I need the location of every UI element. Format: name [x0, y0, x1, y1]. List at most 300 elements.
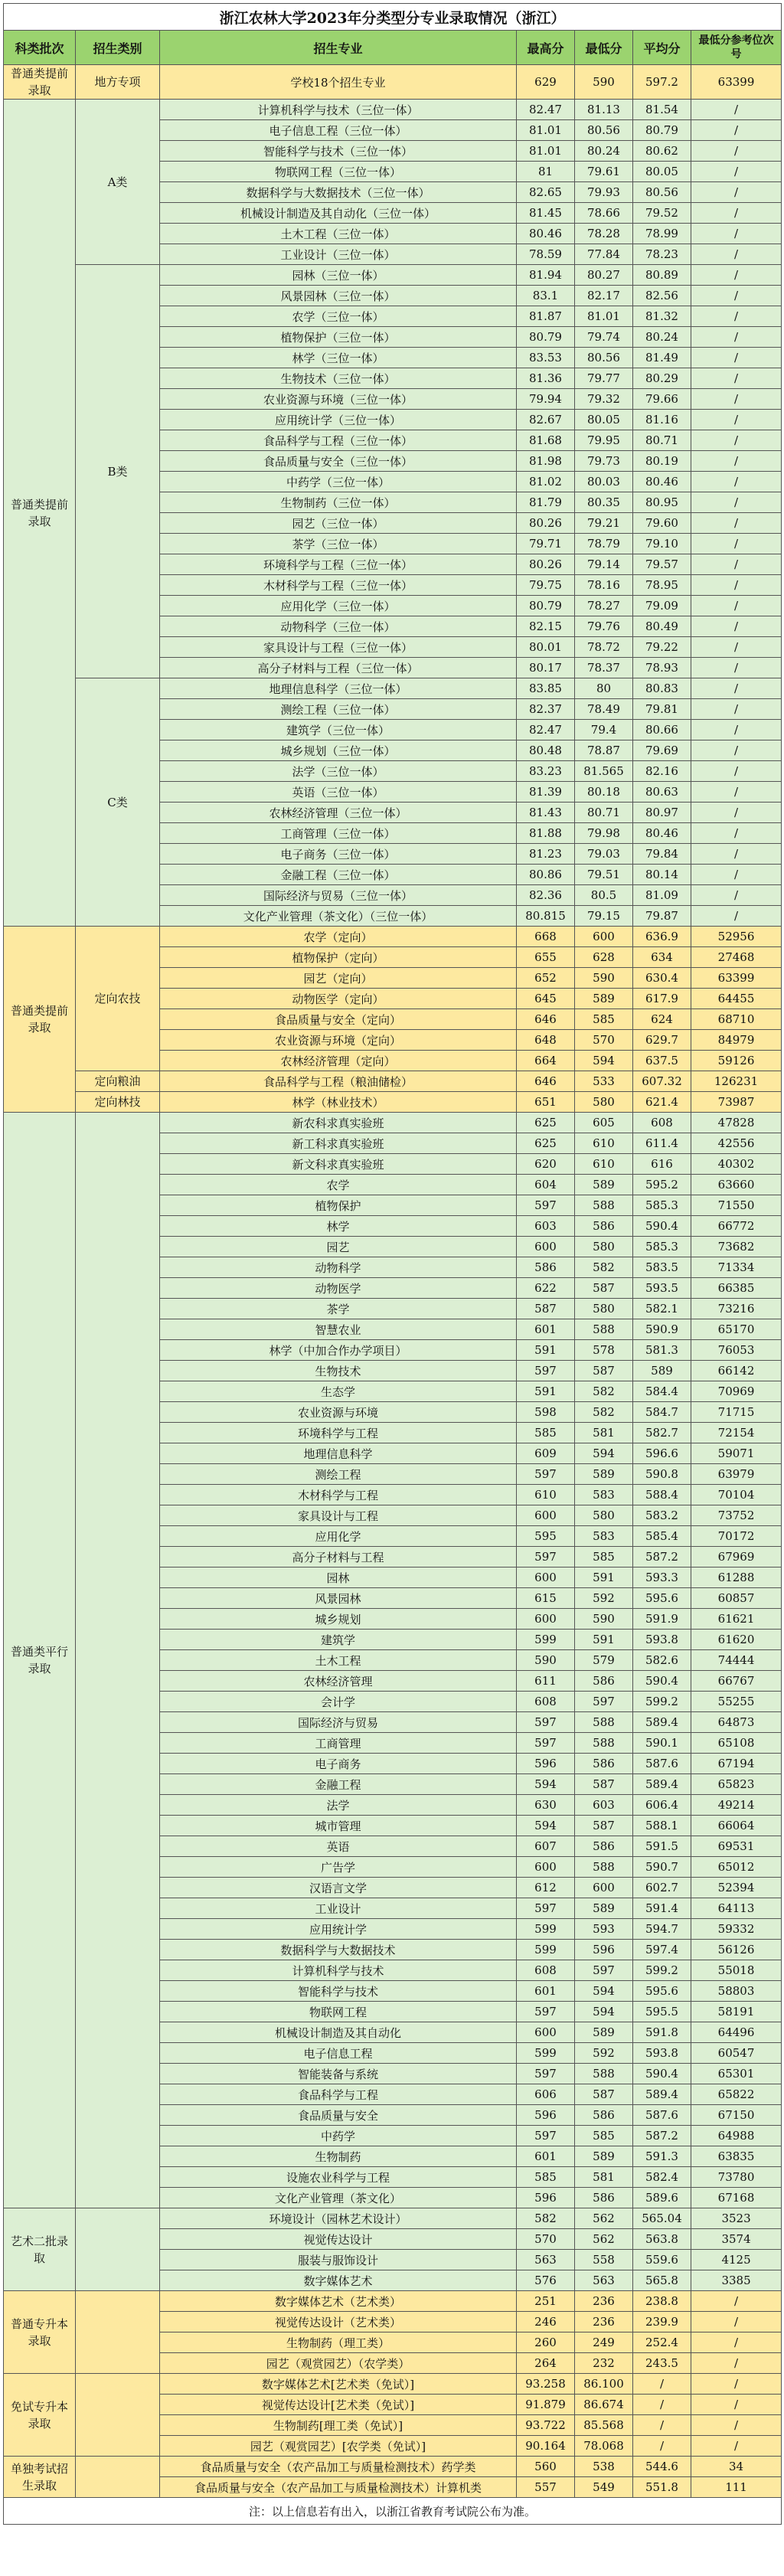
avg-score-cell: 80.79	[633, 120, 691, 141]
major-cell: 环境设计（园林艺术设计）	[160, 2208, 517, 2229]
min-score-cell: 587	[575, 1361, 633, 1381]
avg-score-cell: 551.8	[633, 2477, 691, 2498]
min-score-cell: 589	[575, 1464, 633, 1485]
avg-score-cell: 585.4	[633, 1526, 691, 1547]
max-score-cell: 664	[517, 1051, 575, 1071]
avg-score-cell: 80.71	[633, 430, 691, 451]
max-score-cell: 80.26	[517, 513, 575, 534]
max-score-cell: 652	[517, 968, 575, 989]
rank-cell: /	[691, 2353, 782, 2374]
major-cell: 园林（三位一体）	[160, 265, 517, 286]
rank-cell: 73682	[691, 1237, 782, 1257]
major-cell: 金融工程	[160, 1774, 517, 1795]
avg-score-cell: 593.3	[633, 1568, 691, 1588]
min-score-cell: 589	[575, 1898, 633, 1919]
avg-score-cell: 80.97	[633, 803, 691, 823]
rank-cell: 64496	[691, 2022, 782, 2043]
major-cell: 英语（三位一体）	[160, 782, 517, 803]
max-score-cell: 260	[517, 2332, 575, 2353]
table-row	[4, 678, 782, 699]
min-score-cell: 86.100	[575, 2374, 633, 2395]
min-score-cell: 580	[575, 1092, 633, 1113]
min-score-cell: 533	[575, 1071, 633, 1092]
avg-score-cell: 616	[633, 1154, 691, 1175]
avg-score-cell: 599.2	[633, 1960, 691, 1981]
max-score-cell: 80.79	[517, 596, 575, 616]
major-cell: 土木工程	[160, 1650, 517, 1671]
category-cell	[76, 2208, 160, 2291]
max-score-cell: 81.68	[517, 430, 575, 451]
major-cell: 数字媒体艺术	[160, 2270, 517, 2291]
major-cell: 物联网工程	[160, 2002, 517, 2022]
rank-cell: 55018	[691, 1960, 782, 1981]
avg-score-cell: 583.2	[633, 1505, 691, 1526]
max-score-cell: 81.87	[517, 306, 575, 327]
table-row	[4, 2291, 782, 2312]
category-cell	[76, 2374, 160, 2457]
min-score-cell: 591	[575, 1568, 633, 1588]
avg-score-cell: 559.6	[633, 2250, 691, 2270]
max-score-cell: 591	[517, 1340, 575, 1361]
avg-score-cell: 595.2	[633, 1175, 691, 1195]
min-score-cell: 587	[575, 2084, 633, 2105]
max-score-cell: 82.36	[517, 885, 575, 906]
category-cell	[76, 2457, 160, 2498]
rank-cell: 66385	[691, 1278, 782, 1299]
major-cell: 食品科学与工程（三位一体）	[160, 430, 517, 451]
rank-cell: 65823	[691, 1774, 782, 1795]
rank-cell: /	[691, 203, 782, 224]
major-cell: 园林	[160, 1568, 517, 1588]
max-score-cell: 82.67	[517, 410, 575, 430]
max-score-cell: 598	[517, 1402, 575, 1423]
major-cell: 生态学	[160, 1381, 517, 1402]
min-score-cell: 80.18	[575, 782, 633, 803]
avg-score-cell: /	[633, 2374, 691, 2395]
avg-score-cell: 589.6	[633, 2188, 691, 2208]
min-score-cell: 79.14	[575, 554, 633, 575]
avg-score-cell: 565.04	[633, 2208, 691, 2229]
rank-cell: 63399	[691, 968, 782, 989]
avg-score-cell: /	[633, 2395, 691, 2415]
major-cell: 会计学	[160, 1692, 517, 1712]
major-cell: 高分子材料与工程	[160, 1547, 517, 1568]
max-score-cell: 668	[517, 927, 575, 947]
header-min: 最低分	[575, 31, 633, 65]
max-score-cell: 80.17	[517, 658, 575, 678]
rank-cell: /	[691, 244, 782, 265]
rank-cell: /	[691, 286, 782, 306]
avg-score-cell: 590.1	[633, 1733, 691, 1754]
rank-cell: 4125	[691, 2250, 782, 2270]
avg-score-cell: 78.93	[633, 658, 691, 678]
rank-cell: /	[691, 265, 782, 286]
min-score-cell: 80.56	[575, 120, 633, 141]
rank-cell: /	[691, 803, 782, 823]
max-score-cell: 597	[517, 1733, 575, 1754]
max-score-cell: 91.879	[517, 2395, 575, 2415]
major-cell: 农业资源与环境（定向）	[160, 1030, 517, 1051]
major-cell: 家具设计与工程（三位一体）	[160, 637, 517, 658]
max-score-cell: 82.65	[517, 182, 575, 203]
max-score-cell: 620	[517, 1154, 575, 1175]
rank-cell: /	[691, 2332, 782, 2353]
avg-score-cell: 80.89	[633, 265, 691, 286]
table-row	[4, 2208, 782, 2229]
min-score-cell: 597	[575, 1692, 633, 1712]
major-cell: 生物制药[理工类（免试）]	[160, 2415, 517, 2436]
min-score-cell: 79.95	[575, 430, 633, 451]
min-score-cell: 580	[575, 1299, 633, 1319]
rank-cell: /	[691, 327, 782, 348]
avg-score-cell: 589.4	[633, 2084, 691, 2105]
avg-score-cell: 591.3	[633, 2146, 691, 2167]
max-score-cell: 82.37	[517, 699, 575, 720]
max-score-cell: 79.94	[517, 389, 575, 410]
min-score-cell: 80	[575, 678, 633, 699]
avg-score-cell: 78.95	[633, 575, 691, 596]
min-score-cell: 79.98	[575, 823, 633, 844]
avg-score-cell: 79.10	[633, 534, 691, 554]
rank-cell: /	[691, 513, 782, 534]
major-cell: 食品科学与工程（粮油储检）	[160, 1071, 517, 1092]
avg-score-cell: 238.8	[633, 2291, 691, 2312]
min-score-cell: 597	[575, 1960, 633, 1981]
max-score-cell: 81.79	[517, 492, 575, 513]
major-cell: 数据科学与大数据技术（三位一体）	[160, 182, 517, 203]
avg-score-cell: 595.6	[633, 1981, 691, 2002]
header-avg: 平均分	[633, 31, 691, 65]
rank-cell: /	[691, 823, 782, 844]
max-score-cell: 585	[517, 1423, 575, 1443]
rank-cell: 70172	[691, 1526, 782, 1547]
avg-score-cell: 584.7	[633, 1402, 691, 1423]
major-cell: 动物科学（三位一体）	[160, 616, 517, 637]
min-score-cell: 80.71	[575, 803, 633, 823]
min-score-cell: 587	[575, 1774, 633, 1795]
table-row	[4, 1071, 782, 1092]
rank-cell: 59332	[691, 1919, 782, 1940]
max-score-cell: 80.01	[517, 637, 575, 658]
footnote: 注：以上信息若有出入，以浙江省教育考试院公布为准。	[4, 2498, 782, 2525]
max-score-cell: 625	[517, 1113, 575, 1133]
min-score-cell: 579	[575, 1650, 633, 1671]
max-score-cell: 81.01	[517, 141, 575, 162]
min-score-cell: 605	[575, 1113, 633, 1133]
major-cell: 地理信息科学（三位一体）	[160, 678, 517, 699]
max-score-cell: 81.02	[517, 472, 575, 492]
max-score-cell: 622	[517, 1278, 575, 1299]
table-row	[4, 1092, 782, 1113]
min-score-cell: 80.05	[575, 410, 633, 430]
min-score-cell: 588	[575, 1195, 633, 1216]
rank-cell: /	[691, 2312, 782, 2332]
max-score-cell: 601	[517, 1981, 575, 2002]
min-score-cell: 85.568	[575, 2415, 633, 2436]
min-score-cell: 81.01	[575, 306, 633, 327]
rank-cell: /	[691, 678, 782, 699]
rank-cell: /	[691, 100, 782, 120]
avg-score-cell: 80.62	[633, 141, 691, 162]
avg-score-cell: 79.69	[633, 740, 691, 761]
max-score-cell: 83.53	[517, 348, 575, 368]
rank-cell: 27468	[691, 947, 782, 968]
min-score-cell: 586	[575, 1216, 633, 1237]
min-score-cell: 588	[575, 1733, 633, 1754]
major-cell: 工商管理	[160, 1733, 517, 1754]
rank-cell: 64873	[691, 1712, 782, 1733]
major-cell: 中药学	[160, 2126, 517, 2146]
rank-cell: 69531	[691, 1836, 782, 1857]
major-cell: 设施农业科学与工程	[160, 2167, 517, 2188]
batch-cell: 艺术二批录取	[4, 2208, 76, 2291]
table-row	[4, 1113, 782, 1133]
category-cell	[76, 2291, 160, 2374]
min-score-cell: 79.21	[575, 513, 633, 534]
rank-cell: 60857	[691, 1588, 782, 1609]
rank-cell: 55255	[691, 1692, 782, 1712]
avg-score-cell: 590.7	[633, 1857, 691, 1878]
avg-score-cell: 80.49	[633, 616, 691, 637]
major-cell: 农林经济管理（定向）	[160, 1051, 517, 1071]
major-cell: 食品质量与安全（定向）	[160, 1009, 517, 1030]
avg-score-cell: 590.9	[633, 1319, 691, 1340]
max-score-cell: 600	[517, 1237, 575, 1257]
rank-cell: 64455	[691, 989, 782, 1009]
major-cell: 园艺（三位一体）	[160, 513, 517, 534]
avg-score-cell: 81.16	[633, 410, 691, 430]
avg-score-cell: 79.66	[633, 389, 691, 410]
min-score-cell: 80.5	[575, 885, 633, 906]
avg-score-cell: /	[633, 2415, 691, 2436]
min-score-cell: 80.24	[575, 141, 633, 162]
major-cell: 植物保护（定向）	[160, 947, 517, 968]
min-score-cell: 589	[575, 2146, 633, 2167]
avg-score-cell: 585.3	[633, 1237, 691, 1257]
rank-cell: 65301	[691, 2064, 782, 2084]
max-score-cell: 625	[517, 1133, 575, 1154]
major-cell: 新工科求真实验班	[160, 1133, 517, 1154]
max-score-cell: 80.48	[517, 740, 575, 761]
major-cell: 数据科学与大数据技术	[160, 1940, 517, 1960]
avg-score-cell: 80.63	[633, 782, 691, 803]
major-cell: 林学	[160, 1216, 517, 1237]
max-score-cell: 80.46	[517, 224, 575, 244]
rank-cell: 73752	[691, 1505, 782, 1526]
min-score-cell: 80.03	[575, 472, 633, 492]
max-score-cell: 596	[517, 2188, 575, 2208]
rank-cell: 84979	[691, 1030, 782, 1051]
avg-score-cell: 80.14	[633, 865, 691, 885]
min-score-cell: 588	[575, 1712, 633, 1733]
max-score-cell: 82.47	[517, 100, 575, 120]
rank-cell: /	[691, 162, 782, 182]
avg-score-cell: 81.32	[633, 306, 691, 327]
max-score-cell: 646	[517, 1009, 575, 1030]
min-score-cell: 78.79	[575, 534, 633, 554]
min-score-cell: 610	[575, 1133, 633, 1154]
min-score-cell: 82.17	[575, 286, 633, 306]
max-score-cell: 93.722	[517, 2415, 575, 2436]
avg-score-cell: 587.6	[633, 1754, 691, 1774]
rank-cell: 3385	[691, 2270, 782, 2291]
min-score-cell: 232	[575, 2353, 633, 2374]
major-cell: 汉语言文学	[160, 1878, 517, 1898]
max-score-cell: 81.39	[517, 782, 575, 803]
min-score-cell: 580	[575, 1237, 633, 1257]
avg-score-cell: 593.8	[633, 1630, 691, 1650]
title-row	[4, 4, 782, 31]
rank-cell: /	[691, 2415, 782, 2436]
rank-cell: 61621	[691, 1609, 782, 1630]
rank-cell: 65822	[691, 2084, 782, 2105]
avg-score-cell: 81.49	[633, 348, 691, 368]
rank-cell: /	[691, 182, 782, 203]
min-score-cell: 79.61	[575, 162, 633, 182]
max-score-cell: 599	[517, 1940, 575, 1960]
min-score-cell: 588	[575, 1319, 633, 1340]
avg-score-cell: 80.46	[633, 472, 691, 492]
major-cell: 环境科学与工程	[160, 1423, 517, 1443]
max-score-cell: 594	[517, 1774, 575, 1795]
major-cell: 智能科学与技术	[160, 1981, 517, 2002]
rank-cell: /	[691, 368, 782, 389]
min-score-cell: 600	[575, 1878, 633, 1898]
max-score-cell: 585	[517, 2167, 575, 2188]
max-score-cell: 610	[517, 1485, 575, 1505]
major-cell: 工业设计（三位一体）	[160, 244, 517, 265]
major-cell: 农学（三位一体）	[160, 306, 517, 327]
rank-cell: 73216	[691, 1299, 782, 1319]
min-score-cell: 590	[575, 1609, 633, 1630]
table-title: 浙江农林大学2023年分类型分专业录取情况（浙江）	[4, 4, 782, 31]
min-score-cell: 594	[575, 1443, 633, 1464]
rank-cell: 58191	[691, 2002, 782, 2022]
major-cell: 园艺（定向）	[160, 968, 517, 989]
max-score-cell: 595	[517, 1526, 575, 1547]
major-cell: 工业设计	[160, 1898, 517, 1919]
avg-score-cell: 589.4	[633, 1774, 691, 1795]
avg-score-cell: 78.23	[633, 244, 691, 265]
min-score-cell: 249	[575, 2332, 633, 2353]
min-score-cell: 587	[575, 1278, 633, 1299]
major-cell: 家具设计与工程	[160, 1505, 517, 1526]
max-score-cell: 80.86	[517, 865, 575, 885]
major-cell: 生物技术（三位一体）	[160, 368, 517, 389]
rank-cell: 56126	[691, 1940, 782, 1960]
avg-score-cell: 597.4	[633, 1940, 691, 1960]
major-cell: 服装与服饰设计	[160, 2250, 517, 2270]
max-score-cell: 81	[517, 162, 575, 182]
min-score-cell: 592	[575, 2043, 633, 2064]
max-score-cell: 80.26	[517, 554, 575, 575]
max-score-cell: 576	[517, 2270, 575, 2291]
rank-cell: /	[691, 224, 782, 244]
rank-cell: 52956	[691, 927, 782, 947]
min-score-cell: 78.16	[575, 575, 633, 596]
rank-cell: 34	[691, 2457, 782, 2477]
min-score-cell: 589	[575, 989, 633, 1009]
max-score-cell: 251	[517, 2291, 575, 2312]
header-batch: 科类批次	[4, 31, 76, 65]
min-score-cell: 78.28	[575, 224, 633, 244]
min-score-cell: 558	[575, 2250, 633, 2270]
max-score-cell: 597	[517, 2064, 575, 2084]
min-score-cell: 79.51	[575, 865, 633, 885]
batch-cell: 普通专升本录取	[4, 2291, 76, 2374]
rank-cell: 70104	[691, 1485, 782, 1505]
major-cell: 食品质量与安全	[160, 2105, 517, 2126]
rank-cell: 126231	[691, 1071, 782, 1092]
rank-cell: /	[691, 492, 782, 513]
avg-score-cell: 611.4	[633, 1133, 691, 1154]
avg-score-cell: 587.6	[633, 2105, 691, 2126]
rank-cell: 73987	[691, 1092, 782, 1113]
max-score-cell: 82.15	[517, 616, 575, 637]
max-score-cell: 655	[517, 947, 575, 968]
major-cell: 电子信息工程	[160, 2043, 517, 2064]
max-score-cell: 560	[517, 2457, 575, 2477]
table-row	[4, 927, 782, 947]
min-score-cell: 563	[575, 2270, 633, 2291]
table-row	[4, 2457, 782, 2477]
major-cell: 学校18个招生专业	[160, 65, 517, 100]
rank-cell: /	[691, 596, 782, 616]
rank-cell: /	[691, 761, 782, 782]
min-score-cell: 583	[575, 1485, 633, 1505]
avg-score-cell: 582.6	[633, 1650, 691, 1671]
avg-score-cell: 629.7	[633, 1030, 691, 1051]
avg-score-cell: 591.5	[633, 1836, 691, 1857]
min-score-cell: 236	[575, 2312, 633, 2332]
min-score-cell: 79.74	[575, 327, 633, 348]
major-cell: 建筑学（三位一体）	[160, 720, 517, 740]
rank-cell: 67168	[691, 2188, 782, 2208]
header-max: 最高分	[517, 31, 575, 65]
major-cell: 木材科学与工程（三位一体）	[160, 575, 517, 596]
min-score-cell: 587	[575, 1816, 633, 1836]
category-cell	[76, 1113, 160, 2208]
avg-score-cell: 636.9	[633, 927, 691, 947]
table-row	[4, 265, 782, 286]
avg-score-cell: 79.52	[633, 203, 691, 224]
major-cell: 动物医学（定向）	[160, 989, 517, 1009]
avg-score-cell: 80.66	[633, 720, 691, 740]
avg-score-cell: 585.3	[633, 1195, 691, 1216]
major-cell: 建筑学	[160, 1630, 517, 1650]
major-cell: 植物保护（三位一体）	[160, 327, 517, 348]
avg-score-cell: 82.16	[633, 761, 691, 782]
major-cell: 国际经济与贸易	[160, 1712, 517, 1733]
avg-score-cell: 582.1	[633, 1299, 691, 1319]
batch-cell: 普通类提前录取	[4, 927, 76, 1113]
avg-score-cell: 597.2	[633, 65, 691, 100]
major-cell: 智能科学与技术（三位一体）	[160, 141, 517, 162]
min-score-cell: 79.03	[575, 844, 633, 865]
category-cell: 定向农技	[76, 927, 160, 1071]
max-score-cell: 597	[517, 1195, 575, 1216]
max-score-cell: 599	[517, 1919, 575, 1940]
min-score-cell: 594	[575, 2002, 633, 2022]
major-cell: 林学（三位一体）	[160, 348, 517, 368]
rank-cell: 111	[691, 2477, 782, 2498]
rank-cell: 59071	[691, 1443, 782, 1464]
rank-cell: /	[691, 534, 782, 554]
avg-score-cell: 81.54	[633, 100, 691, 120]
max-score-cell: 83.23	[517, 761, 575, 782]
max-score-cell: 597	[517, 1712, 575, 1733]
max-score-cell: 81.45	[517, 203, 575, 224]
